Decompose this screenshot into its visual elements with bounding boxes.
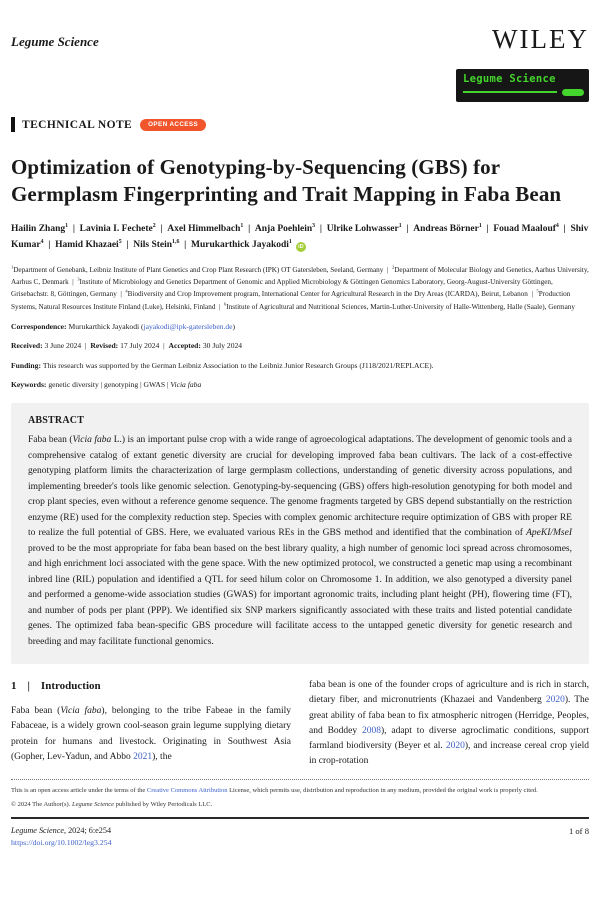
journal-masthead: Legume Science <box>11 34 99 49</box>
publisher-block <box>456 26 589 102</box>
article-type-label: TECHNICAL NOTE <box>22 118 133 131</box>
cover-green-pill <box>562 89 584 96</box>
journal-citation: Legume Science, 2024; 6:e254 <box>11 825 112 835</box>
journal-cover-thumbnail[interactable] <box>456 69 589 102</box>
body-columns <box>11 678 589 769</box>
footnote-separator <box>11 779 589 780</box>
open-access-badge[interactable]: OPEN ACCESS <box>140 119 206 131</box>
inline-link[interactable]: 2020 <box>545 695 565 706</box>
cover-underline <box>463 91 557 93</box>
wiley-logo: WILEY <box>492 24 589 54</box>
intro-paragraph-left: Faba bean (Vicia faba), belonging to the tribe Fabeae in the family Fabaceae, is a widely grown cool-season grain legume supplying dietary protein for humans and livestock. Originating in Southwest Asia (Gopher, Lev-Yadun, and Abbo 2021), the <box>11 706 291 762</box>
page-footer <box>11 826 589 847</box>
funding-line: Funding: This research was supported by the German Leibniz Association to the Leibniz Junior Research Groups (J118/2021/REPLACE). <box>11 360 434 370</box>
affiliations: $^1$Department of Genebank, Leibniz Institute of Plant Genetics and Crop Plant Research (IPK) OT Gatersleben, Seeland, Germany | $^2$Department of Molecular Biology and Genetics, Aarhus University, Aarhus C, Denmark | $^3$Institute of Microbiology and Genetics Department of Genomic and Applied Microbiology & Göttingen Genomics Laboratory, Georg-August-University Göttingen, Grisebachstr. 8, Göttingen, Germany | $^4$Biodiversity and Crop Improvement program, International Center for Agricultural Research in the Dry Areas (ICARDA), Beirut, Lebanon | $^5$Production Systems, Natural Resources Institute Finland (Luke), Helsinki, Finland | $^6$Institute of Agricultural and Nutritional Sciences, Martin-Luther-University of Halle-Wittenberg, Halle (Saale), Germany <box>11 264 589 311</box>
author-list: Hailin Zhang$^1$ | Lavinia I. Fechete$^2$ | Axel Himmelbach$^1$ | Anja Poehlein$^3$ | Ulrike Lohwasser$^1$ | Andreas Börner$^1$ | Fouad Maalouf$^4$ | Shiv Kumar$^4$ | Hamid Khazaei$^5$ | Nils Stein$^{1,6}$ | Murukarthick Jayakodi$^1$iD <box>11 222 589 251</box>
license-note: This is an open access article under the terms of the Creative Commons Attribution License, which permits use, distribution and reproduction in any medium, provided the original work is properly cited. <box>11 787 538 795</box>
type-bar-mark <box>11 117 15 132</box>
history-dates-line: Received: 3 June 2024 | Revised: 17 July 2024 | Accepted: 30 July 2024 <box>11 341 243 351</box>
citation-block <box>11 826 112 847</box>
keywords-line: Keywords: genetic diversity | genotyping | GWAS | Vicia faba <box>11 379 202 389</box>
footer-rule <box>11 817 589 819</box>
intro-paragraph-right: faba bean is one of the founder crops of agriculture and is rich in starch, dietary fiber, and micronutrients (Khazaei and Vandenberg 2020). The great ability of faba bean to fix atmospheric nitrogen (Herridge, Peoples, and Boddey 2008), adapt to diverse agroclimatic conditions, support farmland biodiversity (Beyer et al. 2020), and increase cereal crop yield in crop-rotation <box>309 680 589 767</box>
page-number: 1 of 8 <box>568 825 589 836</box>
inline-link[interactable]: 2021 <box>133 751 153 762</box>
section-heading-introduction: 1 | Introduction <box>11 680 101 693</box>
abstract-heading: ABSTRACT <box>28 415 85 427</box>
doi-link[interactable]: https://doi.org/10.1002/leg3.254 <box>11 837 112 847</box>
abstract-box <box>11 403 589 664</box>
article-title: Optimization of Genotyping-by-Sequencing (GBS) for Germplasm Fingerprinting and Trait Mapping in Faba Bean <box>11 155 562 207</box>
masthead <box>11 26 589 102</box>
cover-journal-title: Legume Science <box>463 73 556 85</box>
abstract-text: Faba bean (Vicia faba L.) is an important pulse crop with a wide range of agroecological adaptations. The development of genomic tools and a comprehensive catalog of extant genetic diversity are crucial for developing improved faba bean cultivars. The lack of a cost-effective genotyping platform limits the characterization of large germplasm collections, understanding of genetic diversity across populations, and implementing breeder's tools like genomic selection. Genotyping-by-sequencing (GBS) offers high-resolution genotyping for both model and crop plant species, even without a reference genome sequence. The genome fragments targeted by GBS depend substantially on the restriction enzyme (RE) used for the complexity reduction step. Species with complex genomic architecture require optimization of GBS with proper RE to realize the full potential of GBS. Here, we evaluated various REs in the GBS method and identified that the combination of ApeKI/MseI proved to be the most appropriate for faba bean based on the best library quality, a high number of genomic loci spread across chromosomes, and high enrichment loci associated with the gene space. With the new optimized protocol, we constructed a genetic map using a recombinant inbred line (RIL) population and identified a QTL for seed hilum color on Chromosome 1. In addition, we also genotyped a diversity panel and performed a genome-wide association studies (GWAS) for important agronomic traits, including plant height (PH), flowering time (FT), and number of pods per plant (PPP). We identified six SNP markers significantly associated with these traits and listed potential candidate genes. The optimized faba bean-specific GBS procedure will facilitate access to the untapped genetic diversity for genetic research and breeding and may facilitate functional genomics. <box>28 435 573 647</box>
inline-link[interactable]: jayakodi@ipk-gatersleben.de <box>143 321 233 331</box>
correspondence-line: Correspondence: Murukarthick Jayakodi (jayakodi@ipk-gatersleben.de) <box>11 321 236 331</box>
inline-link[interactable]: 2020 <box>445 740 465 751</box>
orcid-icon[interactable]: iD <box>296 242 306 252</box>
inline-link[interactable]: Creative Commons Attribution <box>146 787 228 795</box>
copyright-note: © 2024 The Author(s). Legume Science published by Wiley Periodicals LLC. <box>11 800 213 808</box>
article-type-row <box>11 117 589 132</box>
left-column <box>11 678 291 769</box>
right-column <box>309 678 589 769</box>
inline-link[interactable]: 2008 <box>361 725 381 736</box>
